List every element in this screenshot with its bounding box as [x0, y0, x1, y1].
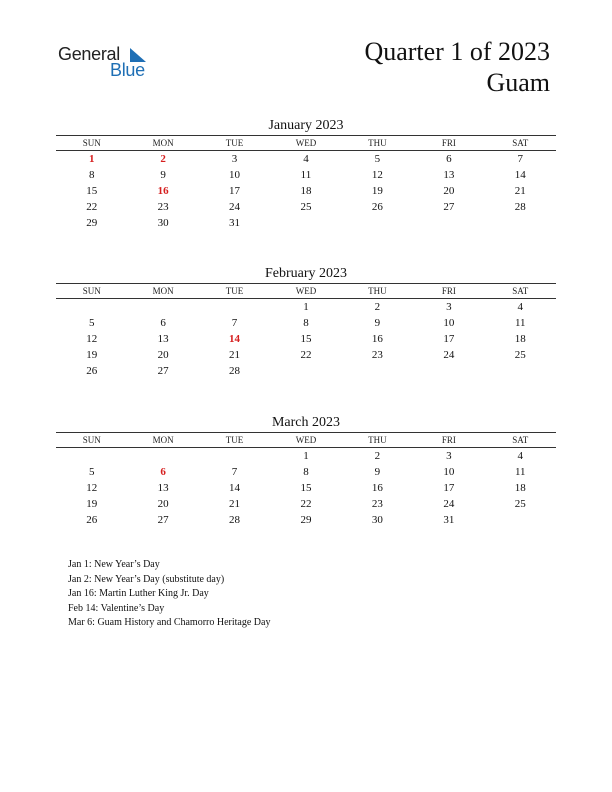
- logo-text-general: General: [58, 44, 120, 64]
- week-row: [56, 496, 556, 512]
- day-cell: 10: [443, 466, 455, 478]
- weekday-header: TUE: [199, 433, 270, 448]
- day-cell: 12: [371, 169, 383, 181]
- day-cell: 13: [157, 482, 169, 494]
- day-cell: 13: [157, 333, 169, 345]
- weekday-header: TUE: [199, 284, 270, 299]
- month-february: [56, 264, 556, 379]
- day-cell: 7: [517, 153, 524, 165]
- day-cell: 29: [86, 217, 98, 229]
- weekday-header: WED: [270, 136, 341, 151]
- week-row: [56, 199, 556, 215]
- day-cell: 25: [514, 349, 526, 361]
- weekday-header: THU: [342, 284, 413, 299]
- calendar-grid: [56, 432, 556, 528]
- day-cell: 21: [229, 498, 241, 510]
- weekday-header: SAT: [485, 284, 556, 299]
- week-row: [56, 151, 556, 168]
- day-cell: 2: [374, 450, 381, 462]
- day-cell: 2: [374, 301, 381, 313]
- day-cell: 30: [371, 514, 383, 526]
- day-cell: 6: [160, 317, 166, 329]
- day-cell: 22: [300, 349, 312, 361]
- day-cell: 7: [231, 466, 238, 478]
- month-march: [56, 413, 556, 528]
- empty-cell: [485, 512, 556, 528]
- empty-cell: [270, 215, 341, 231]
- day-cell: 8: [88, 169, 95, 181]
- empty-cell: [56, 448, 127, 465]
- day-cell: 22: [300, 498, 312, 510]
- empty-cell: [413, 215, 484, 231]
- day-cell: 18: [514, 333, 526, 345]
- day-cell: 5: [374, 153, 381, 165]
- day-cell: 20: [157, 498, 169, 510]
- week-row: [56, 167, 556, 183]
- empty-cell: [270, 363, 341, 379]
- holiday-note: Jan 1: New Year’s Day: [68, 559, 160, 570]
- day-cell: 6: [160, 466, 166, 478]
- day-cell: 14: [514, 169, 526, 181]
- holiday-note: Mar 6: Guam History and Chamorro Heritage Day: [68, 617, 271, 628]
- day-cell: 1: [88, 153, 95, 165]
- day-cell: 15: [300, 333, 312, 345]
- weekday-header: SAT: [485, 136, 556, 151]
- day-cell: 25: [514, 498, 526, 510]
- weekday-header: SAT: [485, 433, 556, 448]
- page-title: [364, 36, 550, 98]
- weekday-header: THU: [342, 136, 413, 151]
- day-cell: 13: [443, 169, 455, 181]
- day-cell: 3: [446, 301, 452, 313]
- day-cell: 12: [86, 482, 98, 494]
- day-cell: 19: [86, 498, 98, 510]
- month-name: March 2023: [271, 415, 341, 430]
- day-cell: 8: [303, 317, 309, 329]
- week-row: [56, 331, 556, 347]
- day-cell: 1: [303, 301, 309, 313]
- weekday-header: THU: [342, 433, 413, 448]
- day-cell: 14: [229, 333, 241, 345]
- week-row: [56, 299, 556, 316]
- day-cell: 17: [443, 482, 455, 494]
- weekday-header: WED: [270, 284, 341, 299]
- weekday-header: TUE: [199, 136, 270, 151]
- weekday-header: FRI: [413, 433, 484, 448]
- day-cell: 11: [514, 317, 526, 329]
- empty-cell: [127, 299, 198, 316]
- week-row: [56, 363, 556, 379]
- day-cell: 12: [86, 333, 98, 345]
- day-cell: 24: [443, 498, 455, 510]
- day-cell: 25: [300, 201, 312, 213]
- weekday-header: FRI: [413, 136, 484, 151]
- empty-cell: [342, 363, 413, 379]
- day-cell: 17: [229, 185, 241, 197]
- day-cell: 9: [160, 169, 166, 181]
- day-cell: 11: [300, 169, 312, 181]
- day-cell: 14: [229, 482, 241, 494]
- calendar-grid: [56, 135, 556, 231]
- weekday-header: SUN: [56, 433, 127, 448]
- weekday-header: FRI: [413, 284, 484, 299]
- day-cell: 9: [374, 466, 381, 478]
- day-cell: 23: [157, 201, 169, 213]
- title-quarter: Quarter 1 of 2023: [364, 37, 550, 66]
- day-cell: 8: [303, 466, 309, 478]
- day-cell: 15: [86, 185, 98, 197]
- day-cell: 10: [229, 169, 241, 181]
- day-cell: 15: [300, 482, 312, 494]
- day-cell: 3: [446, 450, 452, 462]
- title-region: Guam: [486, 68, 550, 97]
- day-cell: 5: [88, 466, 95, 478]
- day-cell: 22: [86, 201, 98, 213]
- weekday-header: MON: [127, 433, 198, 448]
- holiday-note: Jan 2: New Year’s Day (substitute day): [68, 573, 225, 585]
- calendar-grid: [56, 283, 556, 379]
- day-cell: 28: [229, 514, 241, 526]
- week-row: [56, 315, 556, 331]
- week-row: [56, 464, 556, 480]
- day-cell: 28: [514, 201, 526, 213]
- empty-cell: [485, 363, 556, 379]
- day-cell: 5: [88, 317, 95, 329]
- empty-cell: [342, 215, 413, 231]
- day-cell: 21: [514, 185, 526, 197]
- empty-cell: [56, 299, 127, 316]
- day-cell: 18: [300, 185, 312, 197]
- weekday-header: WED: [270, 433, 341, 448]
- day-cell: 1: [303, 450, 309, 462]
- day-cell: 20: [443, 185, 455, 197]
- day-cell: 24: [229, 201, 241, 213]
- day-cell: 4: [517, 301, 524, 313]
- empty-cell: [485, 215, 556, 231]
- day-cell: 10: [443, 317, 455, 329]
- empty-cell: [413, 363, 484, 379]
- day-cell: 27: [443, 201, 455, 213]
- day-cell: 24: [443, 349, 455, 361]
- day-cell: 30: [157, 217, 169, 229]
- day-cell: 19: [371, 185, 383, 197]
- day-cell: 28: [229, 365, 241, 377]
- empty-cell: [127, 448, 198, 465]
- empty-cell: [199, 448, 270, 465]
- day-cell: 4: [303, 153, 309, 165]
- day-cell: 4: [517, 450, 524, 462]
- day-cell: 16: [371, 482, 383, 494]
- week-row: [56, 512, 556, 528]
- day-cell: 2: [160, 153, 166, 165]
- day-cell: 16: [371, 333, 383, 345]
- day-cell: 9: [374, 317, 381, 329]
- holiday-note: Jan 16: Martin Luther King Jr. Day: [68, 588, 209, 599]
- week-row: [56, 347, 556, 363]
- day-cell: 21: [229, 349, 241, 361]
- day-cell: 16: [157, 185, 169, 197]
- day-cell: 6: [446, 153, 452, 165]
- holiday-list: [68, 558, 270, 631]
- day-cell: 31: [443, 514, 455, 526]
- month-name: January 2023: [268, 118, 344, 133]
- month-january: [56, 116, 556, 231]
- weekday-header: SUN: [56, 136, 127, 151]
- day-cell: 23: [371, 498, 383, 510]
- day-cell: 3: [231, 153, 238, 165]
- day-cell: 18: [514, 482, 526, 494]
- day-cell: 31: [229, 217, 241, 229]
- day-cell: 17: [443, 333, 455, 345]
- logo: [58, 44, 168, 84]
- day-cell: 19: [86, 349, 98, 361]
- day-cell: 26: [86, 514, 98, 526]
- empty-cell: [199, 299, 270, 316]
- day-cell: 20: [157, 349, 169, 361]
- holiday-note: Feb 14: Valentine’s Day: [68, 602, 165, 614]
- week-row: [56, 183, 556, 199]
- day-cell: 27: [157, 365, 169, 377]
- day-cell: 23: [371, 349, 383, 361]
- weekday-header: MON: [127, 136, 198, 151]
- month-name: February 2023: [264, 266, 348, 281]
- day-cell: 27: [157, 514, 169, 526]
- week-row: [56, 215, 556, 231]
- day-cell: 11: [514, 466, 526, 478]
- week-row: [56, 448, 556, 465]
- day-cell: 7: [231, 317, 238, 329]
- weekday-header: MON: [127, 284, 198, 299]
- week-row: [56, 480, 556, 496]
- day-cell: 26: [371, 201, 383, 213]
- logo-text-blue: Blue: [110, 60, 145, 80]
- weekday-header: SUN: [56, 284, 127, 299]
- day-cell: 29: [300, 514, 312, 526]
- day-cell: 26: [86, 365, 98, 377]
